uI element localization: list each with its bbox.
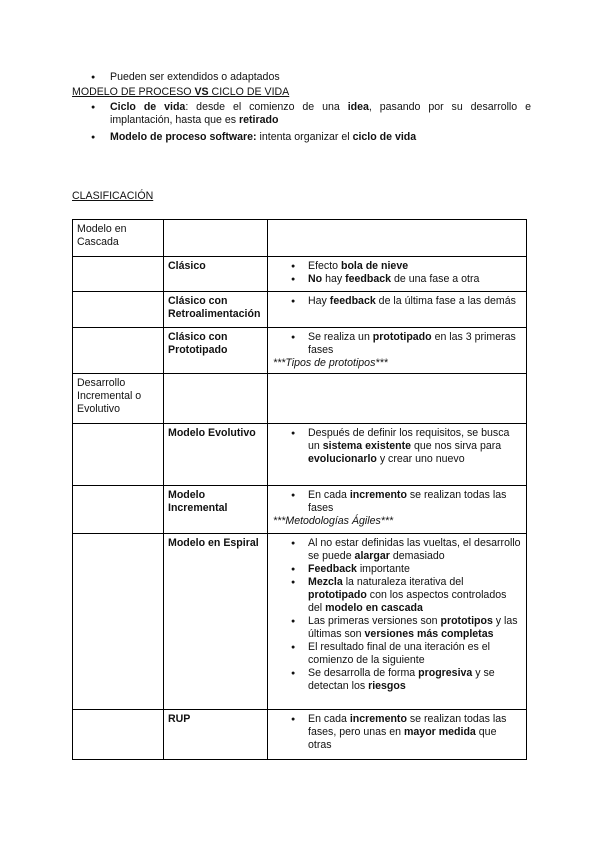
group-cell [73,292,164,328]
list-item: ● Ciclo de vida: desde el comienzo de una idea, pasando por su desarrollo e implantación, hasta que es retirado [91,101,531,127]
group-cell [73,710,164,760]
group-cell: Modelo en Cascada [73,220,164,257]
table-row [73,328,527,374]
list-item: ● Se desarrolla de forma progresiva y se detectan los riesgos [291,667,522,693]
table-row [73,424,527,486]
list-item: ● No hay feedback de una fase a otra [291,273,522,286]
list-item: ● Se realiza un prototipado en las 3 primeras fases [291,331,522,357]
section-heading-modelo-vs-ciclo: MODELO DE PROCESO VS CICLO DE VIDA [72,86,290,98]
note-tipos-prototipos: ***Tipos de prototipos*** [273,357,388,369]
group-cell [73,534,164,710]
description-cell [268,710,527,760]
list-item: ● Pueden ser extendidos o adaptados [91,71,531,84]
table-row [73,374,527,424]
list-item: ● Efecto bola de nieve [291,260,522,273]
description-cell [268,534,527,710]
intro-list [91,71,531,84]
description-cell [268,257,527,292]
list-item: ● Feedback importante [291,563,522,576]
group-cell [73,424,164,486]
description-cell [268,374,527,424]
list-item: ● Hay feedback de la última fase a las demás [291,295,522,308]
description-cell [268,486,527,534]
list-item: ● Después de definir los requisitos, se busca un sistema existente que nos sirva para evolucionarlo y crear uno nuevo [291,427,522,466]
group-cell [73,328,164,374]
model-name-cell: Clásico con Retroalimentación [164,292,268,328]
model-name-cell: Modelo en Espiral [164,534,268,710]
description-cell [268,220,527,257]
table-row [73,220,527,257]
list-item: ● En cada incremento se realizan todas las fases [291,489,522,515]
table-row [73,710,527,760]
group-cell: Desarrollo Incremental o Evolutivo [73,374,164,424]
description-cell [268,424,527,486]
list-item: ● Al no estar definidas las vueltas, el desarrollo se puede alargar demasiado [291,537,522,563]
model-name-cell: Modelo Incremental [164,486,268,534]
list-item: ● En cada incremento se realizan todas las fases, pero unas en mayor medida que otras [291,713,522,752]
model-name-cell: RUP [164,710,268,760]
description-cell [268,328,527,374]
section-heading-clasificacion: CLASIFICACIÓN [72,190,154,202]
group-cell [73,257,164,292]
model-name-cell: Modelo Evolutivo [164,424,268,486]
definitions-list [91,101,531,144]
note-metodologias-agiles: ***Metodologías Ágiles*** [273,515,394,527]
table-row [73,257,527,292]
list-item: ● Modelo de proceso software: intenta organizar el ciclo de vida [91,131,531,144]
model-name-cell [164,220,268,257]
table-row [73,486,527,534]
group-cell [73,486,164,534]
list-item: ● El resultado final de una iteración es el comienzo de la siguiente [291,641,522,667]
model-name-cell: Clásico [164,257,268,292]
description-cell [268,292,527,328]
model-name-cell [164,374,268,424]
classification-table [72,219,527,760]
table-row [73,534,527,710]
list-item: ● Las primeras versiones son prototipos y las últimas son versiones más completas [291,615,522,641]
model-name-cell: Clásico con Prototipado [164,328,268,374]
table-row [73,292,527,328]
list-item: ● Mezcla la naturaleza iterativa del prototipado con los aspectos controlados del modelo en cascada [291,576,522,615]
